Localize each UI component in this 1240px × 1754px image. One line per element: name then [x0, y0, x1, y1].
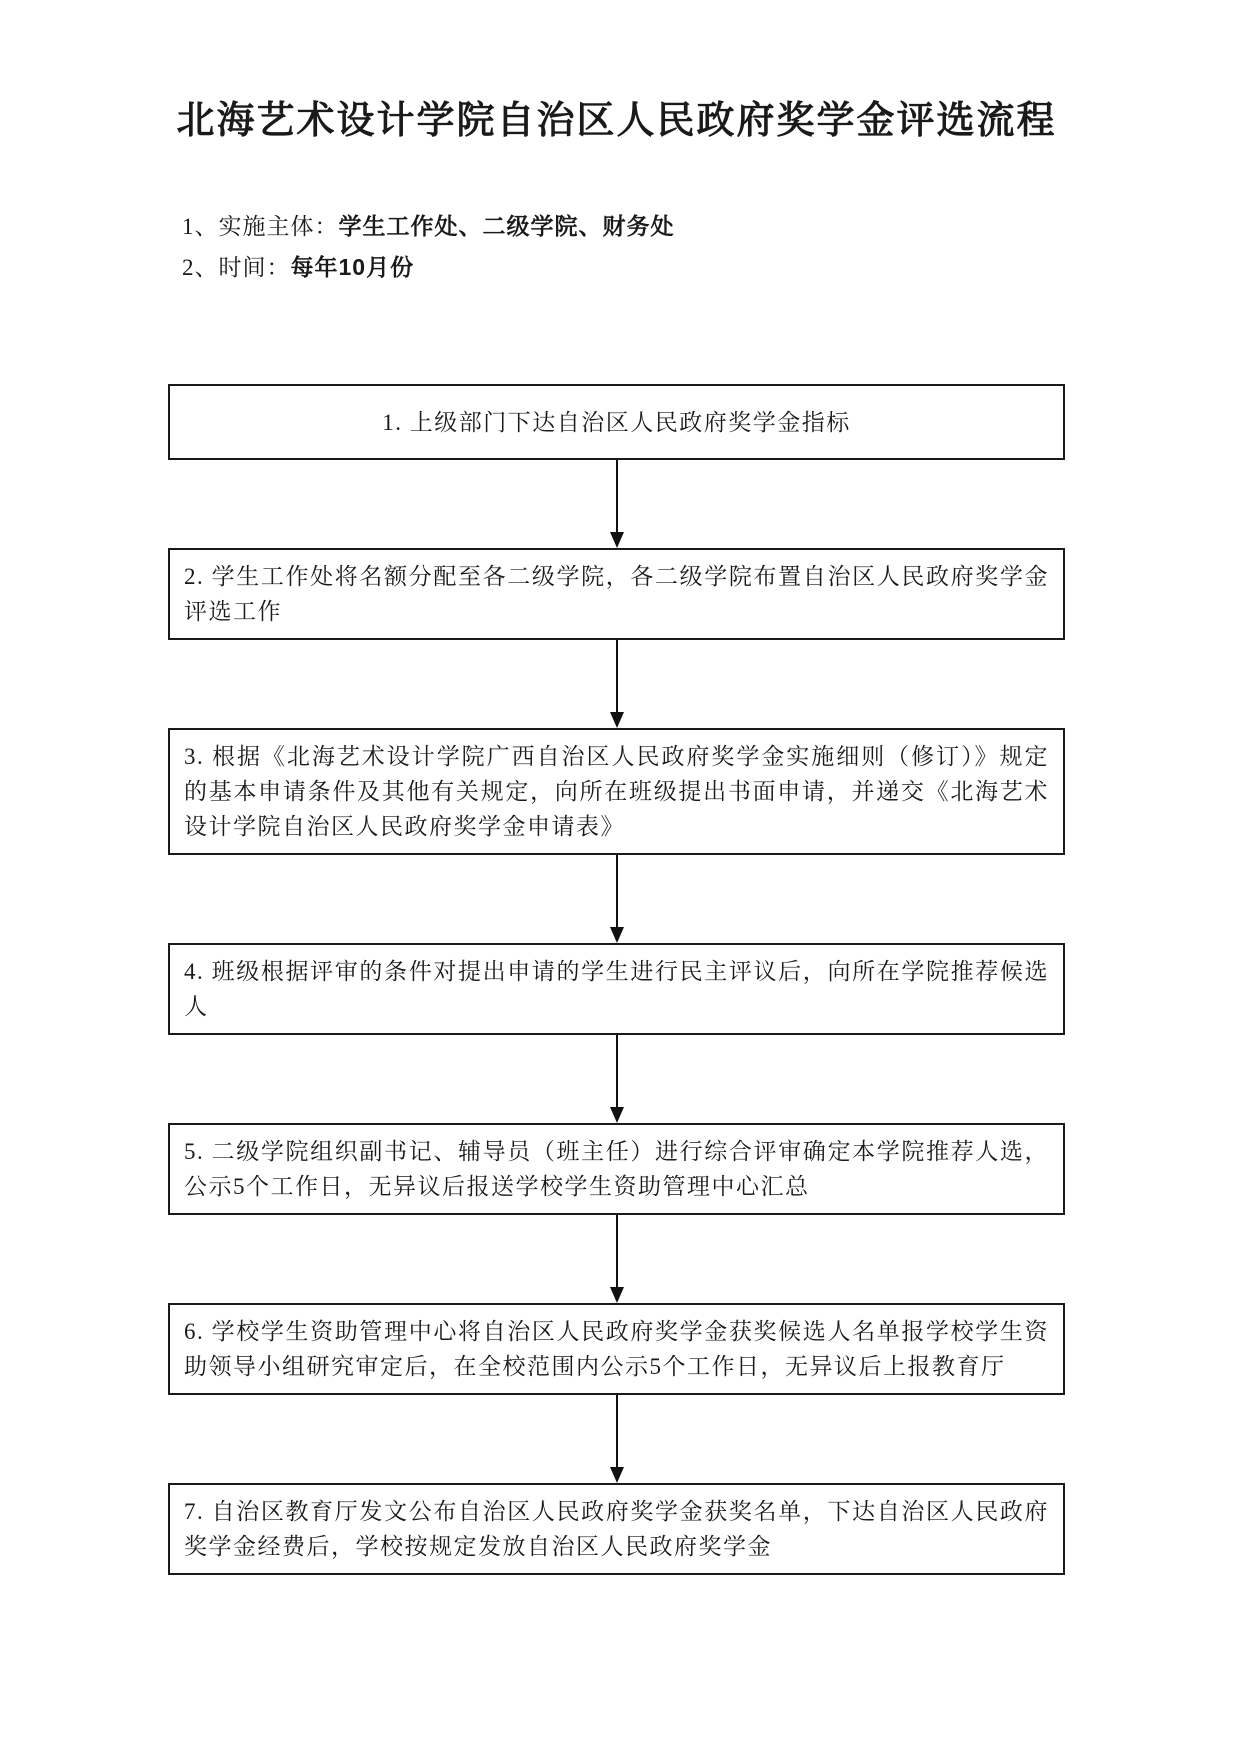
flow-step-box-6	[168, 1303, 1065, 1395]
arrow-down-icon	[610, 1395, 624, 1483]
flow-step-text: 4. 班级根据评审的条件对提出申请的学生进行民主评议后，向所在学院推荐候选人	[184, 959, 1049, 1019]
intro-item-label: 1、实施主体：	[182, 214, 339, 239]
intro-item-label: 2、时间：	[182, 255, 291, 280]
flow-step-text: 3. 根据《北海艺术设计学院广西自治区人民政府奖学金实施细则（修订）》规定的基本申请条件及其他有关规定，向所在班级提出书面申请，并递交《北海艺术设计学院自治区人民政府奖学金申请表》	[184, 744, 1049, 839]
document-content	[168, 0, 1065, 1575]
flow-step-box-5	[168, 1123, 1065, 1215]
arrow-down-icon	[610, 640, 624, 728]
flow-step-box-4	[168, 943, 1065, 1035]
flow-step-box-7	[168, 1483, 1065, 1575]
intro-item-subject	[182, 206, 1065, 247]
flow-step-text: 7. 自治区教育厅发文公布自治区人民政府奖学金获奖名单，下达自治区人民政府奖学金经费后，学校按规定发放自治区人民政府奖学金	[184, 1499, 1049, 1559]
intro-item-time	[182, 247, 1065, 288]
intro-item-value: 学生工作处、二级学院、财务处	[338, 213, 675, 239]
flow-step-text: 2. 学生工作处将名额分配至各二级学院，各二级学院布置自治区人民政府奖学金评选工作	[184, 564, 1049, 624]
arrow-down-icon	[610, 460, 624, 548]
flowchart	[168, 384, 1065, 1575]
flow-step-text: 1. 上级部门下达自治区人民政府奖学金指标	[382, 409, 851, 435]
flow-step-box-3	[168, 728, 1065, 855]
flow-step-text: 6. 学校学生资助管理中心将自治区人民政府奖学金获奖候选人名单报学校学生资助领导小组研究审定后，在全校范围内公示5个工作日，无异议后上报教育厅	[184, 1319, 1049, 1379]
intro-item-value: 每年10月份	[290, 254, 415, 280]
flow-step-box-2	[168, 548, 1065, 640]
page-title-rest: 艺术设计学院自治区人民政府奖学金评选流程	[256, 100, 1057, 142]
flow-step-box-1	[168, 384, 1065, 460]
page-title	[168, 96, 1065, 146]
flow-step-text: 5. 二级学院组织副书记、辅导员（班主任）进行综合评审确定本学院推荐人选，公示5个工作日，无异议后报送学校学生资助管理中心汇总	[184, 1139, 1049, 1199]
arrow-down-icon	[610, 1035, 624, 1123]
arrow-down-icon	[610, 1215, 624, 1303]
arrow-down-icon	[610, 855, 624, 943]
intro-list	[168, 206, 1065, 288]
page-title-emphasis: 北海	[176, 100, 257, 142]
